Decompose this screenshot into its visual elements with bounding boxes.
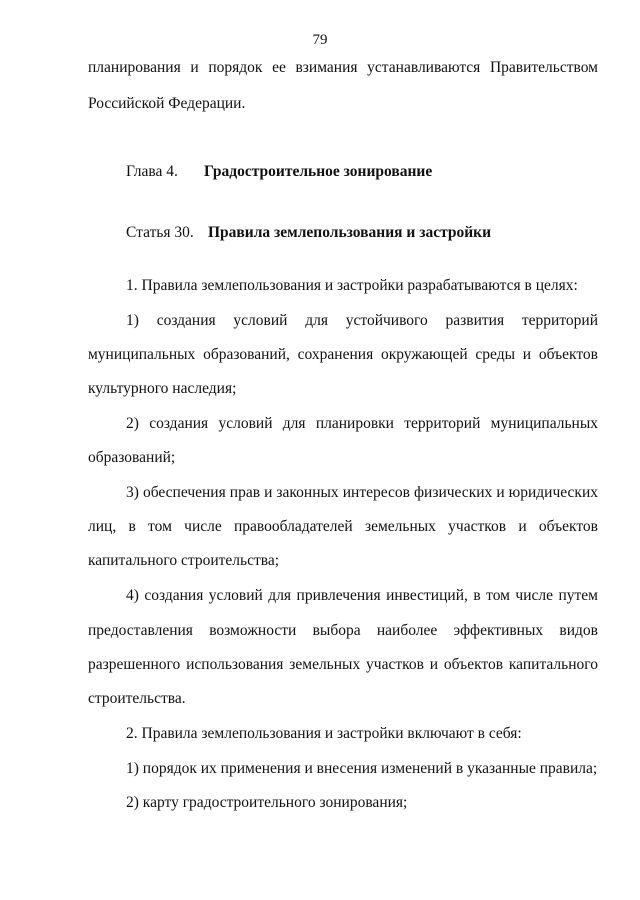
item-4-line-3: разрешенного использования земельных участков и объектов капитального (88, 656, 598, 673)
item-2-line-2: образований; (88, 449, 176, 466)
item-4-line-4: строительства. (88, 690, 186, 707)
article-label: Статья 30. (126, 224, 194, 241)
chapter-label: Глава 4. (126, 163, 178, 180)
item-3-line-2: лиц, в том числе правообладателей земельных участков и объектов (88, 518, 598, 535)
paragraph-2: 2. Правила землепользования и застройки включают в себя: (126, 725, 522, 742)
item-3-line-1: 3) обеспечения прав и законных интересов физических и юридических (126, 484, 598, 501)
chapter-heading (126, 162, 432, 182)
article-title: Правила землепользования и застройки (208, 224, 492, 241)
chapter-title: Градостроительное зонирование (204, 163, 433, 180)
item-1-line-2: муниципальных образований, сохранения окружающей среды и объектов (88, 346, 598, 363)
item-3-line-3: капитального строительства; (88, 552, 280, 569)
list-item-1: 1) порядок их применения и внесения изменений в указанные правила; (126, 760, 598, 777)
item-2-line-1: 2) создания условий для планировки территорий муниципальных (126, 415, 598, 432)
item-4-line-1: 4) создания условий для привлечения инвестиций, в том числе путем (126, 587, 598, 604)
item-1-line-3: культурного наследия; (88, 380, 237, 397)
item-4-line-2: предоставления возможности выбора наиболее эффективных видов (88, 622, 598, 639)
continuation-line-2: Российской Федерации. (88, 95, 246, 112)
page-number: 79 (312, 32, 328, 48)
continuation-line-1: планирования и порядок ее взимания устанавливаются Правительством (88, 59, 598, 76)
article-heading (126, 223, 491, 243)
list-item-2: 2) карту градостроительного зонирования; (126, 794, 408, 811)
paragraph-1: 1. Правила землепользования и застройки разрабатываются в целях: (126, 277, 578, 294)
item-1-line-1: 1) создания условий для устойчивого развития территорий (126, 312, 598, 329)
